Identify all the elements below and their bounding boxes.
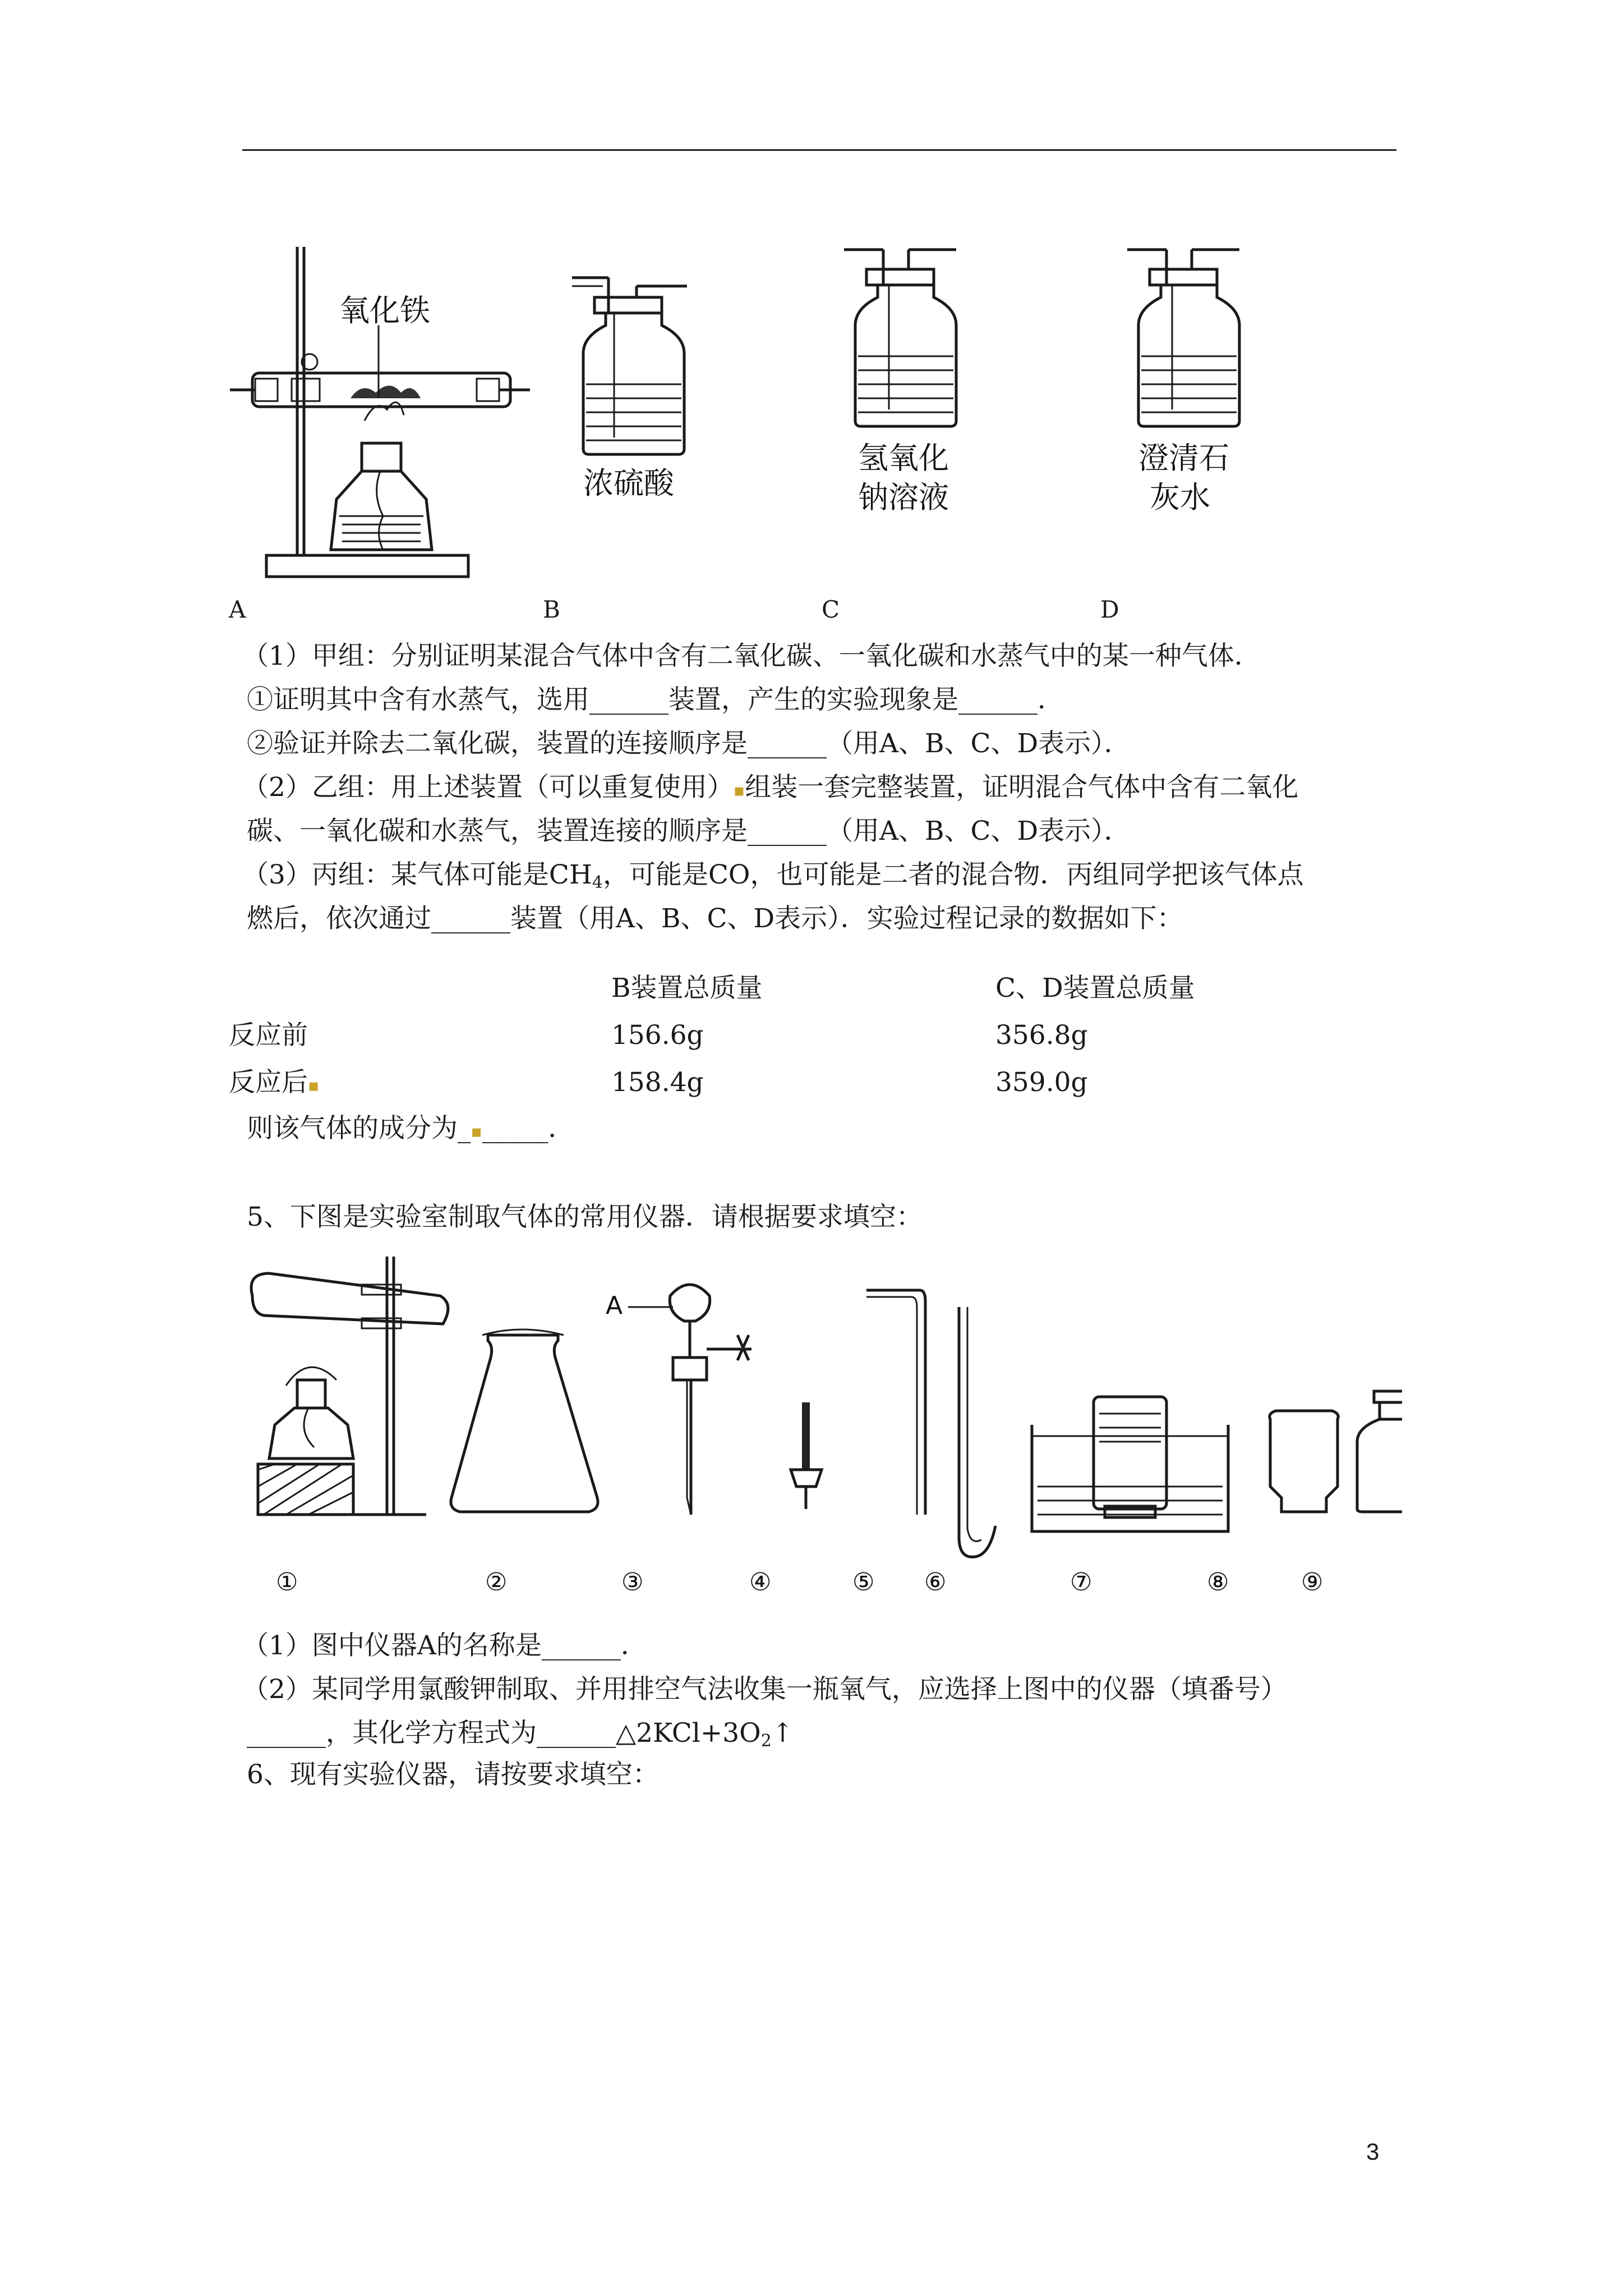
- fig-label-a: A: [606, 1291, 623, 1320]
- q4-part3-line1: （3）丙组：某气体可能是$CH_4$，可能是CO，也可能是二者的混合物．丙组同学把该气体点: [242, 859, 1304, 892]
- table-header-cd: C、D装置总质量: [995, 973, 1195, 1004]
- table-row-before-b: 156.6g: [611, 1020, 704, 1051]
- fig-num-7: ⑦: [1070, 1568, 1092, 1596]
- instrument-6-jtube: [959, 1307, 995, 1557]
- header-rule: [242, 149, 1396, 151]
- caption-d: D: [1100, 596, 1119, 623]
- instrument-3-funnel: [606, 1285, 751, 1515]
- q5-part2-line2: ______，其化学方程式为$\_\_\_\_\_\_\triangle 2KCl+3O_2↑$: [247, 1718, 794, 1751]
- label-limewater-2: 灰水: [1150, 480, 1210, 515]
- apparatus-a: [230, 247, 530, 577]
- q4-part3-line2: 燃后，依次通过______装置（用A、B、C、D表示）．实验过程记录的数据如下：: [247, 903, 1183, 934]
- q5-title: 5、下图是实验室制取气体的常用仪器．请根据要求填空：: [247, 1202, 923, 1232]
- instrument-2-conical-flask: [451, 1329, 598, 1512]
- q6-title: 6、现有实验仪器，请按要求填空：: [247, 1759, 659, 1790]
- fig-num-9: ⑨: [1301, 1568, 1324, 1596]
- table-row-before-cd: 356.8g: [995, 1020, 1088, 1051]
- label-naoh-2: 钠溶液: [858, 480, 949, 515]
- q4-part2-line1: （2）乙组：用上述装置（可以重复使用）▪组装一套完整装置，证明混合气体中含有二氧化: [242, 772, 1299, 803]
- instrument-8-bottle: [1270, 1411, 1339, 1512]
- apparatus-b: [572, 278, 687, 501]
- fig-num-6: ⑥: [924, 1568, 947, 1596]
- q5-part1: （1）图中仪器A的名称是______．: [242, 1630, 647, 1661]
- fig-num-4: ④: [749, 1568, 772, 1596]
- table-row-after-b: 158.4g: [611, 1067, 704, 1098]
- label-iron-oxide: 氧化铁: [339, 293, 430, 328]
- label-naoh-1: 氢氧化: [858, 440, 949, 476]
- apparatus-d: [1127, 250, 1239, 515]
- fig-num-8: ⑧: [1207, 1568, 1229, 1596]
- fig-num-1: ①: [276, 1568, 298, 1596]
- q4-part1b: ②验证并除去二氧化碳，装置的连接顺序是______（用A、B、C、D表示）．: [247, 728, 1131, 759]
- caption-c: C: [822, 596, 840, 623]
- instrument-7-trough: [1032, 1397, 1228, 1531]
- q5-part2-line1: （2）某同学用氯酸钾制取、并用排空气法收集一瓶氧气，应选择上图中的仪器（填番号）: [242, 1674, 1287, 1705]
- table-row-after-label: 反应后▪: [229, 1067, 320, 1098]
- instrument-9-bottle: [1357, 1391, 1402, 1512]
- page-number: 3: [1366, 2138, 1380, 2165]
- label-conc-sulfuric-acid: 浓硫酸: [583, 466, 674, 501]
- fig-num-5: ⑤: [852, 1568, 875, 1596]
- table-row-before-label: 反应前: [229, 1020, 308, 1051]
- table-row-after-cd: 359.0g: [995, 1067, 1088, 1098]
- q4-part2-line2: 碳、一氧化碳和水蒸气，装置连接的顺序是______（用A、B、C、D表示）．: [247, 816, 1131, 846]
- label-limewater-1: 澄清石: [1138, 440, 1229, 476]
- q4-part1: （1）甲组：分别证明某混合气体中含有二氧化碳、一氧化碳和水蒸气中的某一种气体．: [242, 641, 1261, 671]
- figure-apparatus-abcd: [224, 236, 1290, 595]
- q4-answer-line: 则该气体的成分为_▪_____．: [247, 1113, 575, 1144]
- fig-num-2: ②: [485, 1568, 508, 1596]
- fig-num-3: ③: [621, 1568, 644, 1596]
- instrument-5-tube: [866, 1290, 925, 1515]
- caption-b: B: [543, 596, 560, 623]
- apparatus-c: [844, 250, 956, 515]
- figure-lab-instruments: [224, 1251, 1402, 1616]
- instrument-1: [251, 1257, 448, 1515]
- instrument-4-stopper: [791, 1402, 822, 1509]
- table-header-b: B装置总质量: [611, 973, 763, 1004]
- q4-part1a: ①证明其中含有水蒸气，选用______装置，产生的实验现象是______．: [247, 684, 1064, 715]
- caption-a: A: [229, 596, 246, 623]
